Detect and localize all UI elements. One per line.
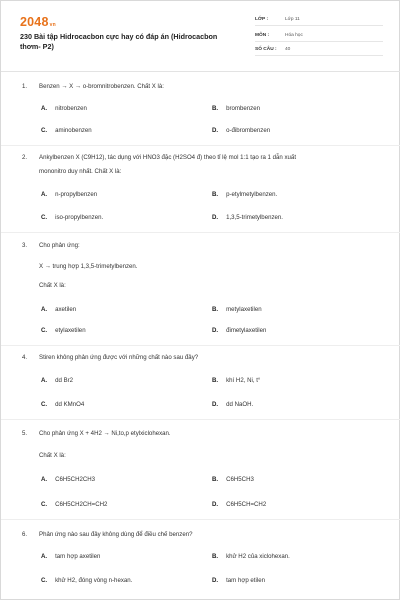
option-b[interactable]: B. metylaxetilen: [212, 306, 262, 313]
question-number: 6.: [22, 531, 28, 538]
question-stem-line-2: mononitro duy nhất. Chất X là:: [39, 168, 122, 175]
question-number: 3.: [22, 242, 28, 249]
option-a[interactable]: A. tam hợp axetilen: [41, 553, 101, 560]
question-stem-line-1: Cho phản ứng:: [39, 242, 80, 249]
question-separator: [1, 232, 400, 233]
option-c[interactable]: C. khử H2, đóng vòng n-hexan.: [41, 577, 133, 584]
question-separator: [1, 145, 400, 146]
question-stem-line-1: Ankylbenzen X (C9H12), tác dụng với HNO3 đặc (H2SO4 đ) theo tỉ lệ mol 1:1 tạo ra 1 dẫn xuất: [39, 154, 297, 161]
question-stem-line-2: X → trung hợp 1,3,5-trimetylbenzen.: [39, 263, 138, 270]
question-number: 2.: [22, 154, 28, 161]
option-c[interactable]: C. iso-propylbenzen.: [41, 214, 104, 221]
option-b[interactable]: B. p-etylmetylbenzen.: [212, 191, 278, 198]
meta-label: MÔN :: [255, 33, 270, 38]
meta-label: LỚP :: [255, 17, 269, 22]
option-d[interactable]: D. tam hợp etilen: [212, 577, 265, 584]
option-c[interactable]: C. C6H5CH2CH=CH2: [41, 501, 108, 508]
option-b[interactable]: B. brombenzen: [212, 105, 260, 112]
option-d[interactable]: D. 1,3,5-trimetylbenzen.: [212, 214, 283, 221]
question-stem-line-1: Cho phản ứng X + 4H2 → Ni,to,p etylxiclohexan.: [39, 430, 171, 437]
meta-value: Lớp 11: [285, 17, 300, 22]
meta-count: [255, 45, 383, 56]
option-a[interactable]: A. dd Br2: [41, 377, 74, 384]
question-separator: [1, 519, 400, 520]
logo-text: 2048: [20, 15, 49, 29]
meta-subject: [255, 31, 383, 42]
question-number: 1.: [22, 83, 28, 90]
option-d[interactable]: D. dd NaOH.: [212, 401, 254, 408]
option-a[interactable]: A. n-propylbenzen: [41, 191, 98, 198]
option-d[interactable]: D. đimetylaxetilen: [212, 327, 267, 334]
header-divider: [1, 71, 400, 72]
logo-suffix: vn: [49, 22, 56, 28]
document-title: 230 Bài tập Hidrocacbon cực hay có đáp án (Hidrocacbon thơm- P2): [20, 32, 218, 51]
option-b[interactable]: B. khí H2, Ni, t°: [212, 377, 261, 384]
option-a[interactable]: A. axetilen: [41, 306, 77, 313]
document-header: [1, 1, 400, 71]
option-a[interactable]: A. nitrobenzen: [41, 105, 87, 112]
option-c[interactable]: C. dd KMnO4: [41, 401, 85, 408]
question-separator: [1, 345, 400, 346]
question-stem-line-2: Chất X là:: [39, 452, 66, 459]
question-number: 4.: [22, 354, 28, 361]
question-stem: Benzen → X → o-bromnitrobenzen. Chất X là:: [39, 83, 164, 90]
option-d[interactable]: D. C6H5CH=CH2: [212, 501, 267, 508]
option-b[interactable]: B. C6H5CH3: [212, 476, 254, 483]
option-c[interactable]: C. etylaxetilen: [41, 327, 86, 334]
question-stem-line-3: Chất X là:: [39, 282, 66, 289]
option-b[interactable]: B. khử H2 của xiclohexan.: [212, 553, 290, 560]
option-a[interactable]: A. C6H5CH2CH3: [41, 476, 96, 483]
question-stem: Phản ứng nào sau đây không dùng để điều chế benzen?: [39, 531, 193, 538]
option-d[interactable]: D. o-đibrombenzen: [212, 127, 271, 134]
question-number: 5.: [22, 430, 28, 437]
site-logo[interactable]: [20, 15, 56, 29]
meta-grade: [255, 15, 383, 26]
meta-label: SỐ CÂU :: [255, 47, 277, 52]
question-stem: Stiren không phản ứng được với những chất nào sau đây?: [39, 354, 199, 361]
question-separator: [1, 419, 400, 420]
meta-value: 40: [285, 47, 291, 52]
meta-value: Hóa học: [285, 33, 303, 38]
option-c[interactable]: C. aminobenzen: [41, 127, 92, 134]
